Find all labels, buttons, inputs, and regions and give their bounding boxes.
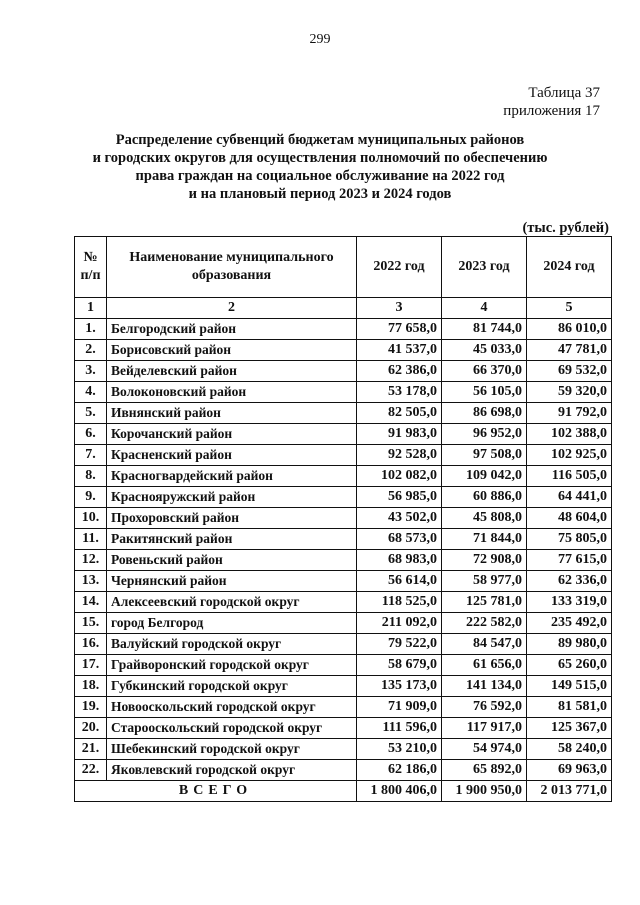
municipality-name: Корочанский район (107, 424, 357, 445)
total-2023: 1 900 950,0 (442, 781, 527, 802)
municipality-name: Ивнянский район (107, 403, 357, 424)
municipality-name: Губкинский городской округ (107, 676, 357, 697)
value-2023: 54 974,0 (442, 739, 527, 760)
row-number: 10. (75, 508, 107, 529)
value-2024: 133 319,0 (527, 592, 612, 613)
row-number: 4. (75, 382, 107, 403)
row-number: 15. (75, 613, 107, 634)
value-2022: 68 573,0 (357, 529, 442, 550)
municipality-name: Красногвардейский район (107, 466, 357, 487)
table-row (75, 361, 612, 382)
value-2024: 65 260,0 (527, 655, 612, 676)
value-2024: 62 336,0 (527, 571, 612, 592)
column-number: 5 (527, 298, 612, 319)
municipality-name: Яковлевский городской округ (107, 760, 357, 781)
value-2024: 125 367,0 (527, 718, 612, 739)
value-2022: 43 502,0 (357, 508, 442, 529)
value-2022: 62 186,0 (357, 760, 442, 781)
value-2024: 235 492,0 (527, 613, 612, 634)
value-2022: 56 614,0 (357, 571, 442, 592)
row-number: 8. (75, 466, 107, 487)
value-2023: 60 886,0 (442, 487, 527, 508)
municipality-name: Ракитянский район (107, 529, 357, 550)
total-2024: 2 013 771,0 (527, 781, 612, 802)
table-row (75, 466, 612, 487)
row-number: 2. (75, 340, 107, 361)
value-2023: 96 952,0 (442, 424, 527, 445)
value-2022: 53 210,0 (357, 739, 442, 760)
value-2023: 81 744,0 (442, 319, 527, 340)
value-2023: 61 656,0 (442, 655, 527, 676)
value-2022: 82 505,0 (357, 403, 442, 424)
row-number: 16. (75, 634, 107, 655)
value-2024: 48 604,0 (527, 508, 612, 529)
header-2022: 2022 год (357, 237, 442, 298)
row-number: 14. (75, 592, 107, 613)
value-2024: 102 388,0 (527, 424, 612, 445)
table-reference-line-1: Таблица 37 (528, 85, 600, 101)
value-2022: 92 528,0 (357, 445, 442, 466)
table-row (75, 571, 612, 592)
value-2024: 89 980,0 (527, 634, 612, 655)
row-number: 7. (75, 445, 107, 466)
row-number: 21. (75, 739, 107, 760)
total-label: ВСЕГО (75, 781, 357, 802)
value-2024: 116 505,0 (527, 466, 612, 487)
value-2024: 59 320,0 (527, 382, 612, 403)
municipality-name: Шебекинский городской округ (107, 739, 357, 760)
table-row (75, 319, 612, 340)
value-2024: 75 805,0 (527, 529, 612, 550)
value-2022: 211 092,0 (357, 613, 442, 634)
table-row (75, 508, 612, 529)
value-2022: 111 596,0 (357, 718, 442, 739)
table-body (75, 319, 612, 781)
value-2023: 97 508,0 (442, 445, 527, 466)
table-row (75, 340, 612, 361)
table-row (75, 760, 612, 781)
municipality-name: Ровеньский район (107, 550, 357, 571)
table-row (75, 739, 612, 760)
municipality-name: Волоконовский район (107, 382, 357, 403)
value-2022: 79 522,0 (357, 634, 442, 655)
value-2023: 117 917,0 (442, 718, 527, 739)
value-2023: 65 892,0 (442, 760, 527, 781)
municipality-name: Грайворонский городской округ (107, 655, 357, 676)
header-2023: 2023 год (442, 237, 527, 298)
table-row (75, 676, 612, 697)
value-2022: 41 537,0 (357, 340, 442, 361)
value-2022: 118 525,0 (357, 592, 442, 613)
column-number: 4 (442, 298, 527, 319)
row-number: 11. (75, 529, 107, 550)
value-2023: 45 033,0 (442, 340, 527, 361)
value-2023: 125 781,0 (442, 592, 527, 613)
municipality-name: Прохоровский район (107, 508, 357, 529)
table-row (75, 445, 612, 466)
value-2024: 86 010,0 (527, 319, 612, 340)
municipality-name: Борисовский район (107, 340, 357, 361)
row-number: 5. (75, 403, 107, 424)
municipality-name: Алексеевский городской округ (107, 592, 357, 613)
municipality-name: город Белгород (107, 613, 357, 634)
value-2022: 135 173,0 (357, 676, 442, 697)
document-title-line-2: и городских округов для осуществления полномочий по обеспечению (92, 150, 548, 166)
table-row (75, 424, 612, 445)
municipality-name: Белгородский район (107, 319, 357, 340)
table-reference (503, 84, 600, 120)
value-2024: 91 792,0 (527, 403, 612, 424)
value-2022: 62 386,0 (357, 361, 442, 382)
table-row (75, 655, 612, 676)
row-number: 12. (75, 550, 107, 571)
value-2023: 84 547,0 (442, 634, 527, 655)
value-2024: 149 515,0 (527, 676, 612, 697)
table-reference-line-2: приложения 17 (503, 103, 600, 119)
row-number: 20. (75, 718, 107, 739)
column-number: 2 (107, 298, 357, 319)
municipality-name: Чернянский район (107, 571, 357, 592)
row-number: 19. (75, 697, 107, 718)
row-number: 1. (75, 319, 107, 340)
municipality-name: Красненский район (107, 445, 357, 466)
value-2022: 91 983,0 (357, 424, 442, 445)
total-2022: 1 800 406,0 (357, 781, 442, 802)
value-2023: 72 908,0 (442, 550, 527, 571)
municipality-name: Новооскольский городской округ (107, 697, 357, 718)
value-2024: 102 925,0 (527, 445, 612, 466)
table-row (75, 550, 612, 571)
municipality-name: Старооскольский городской округ (107, 718, 357, 739)
value-2024: 64 441,0 (527, 487, 612, 508)
row-number: 6. (75, 424, 107, 445)
value-2024: 81 581,0 (527, 697, 612, 718)
document-title-line-3: права граждан на социальное обслуживание на 2022 год (135, 168, 505, 184)
table-row (75, 403, 612, 424)
document-title-line-1: Распределение субвенций бюджетам муниципальных районов (115, 132, 525, 148)
table-row (75, 718, 612, 739)
table-row (75, 529, 612, 550)
value-2024: 77 615,0 (527, 550, 612, 571)
value-2023: 76 592,0 (442, 697, 527, 718)
value-2023: 66 370,0 (442, 361, 527, 382)
total-row (75, 781, 612, 802)
municipality-name: Вейделевский район (107, 361, 357, 382)
value-2024: 69 963,0 (527, 760, 612, 781)
subvention-table (74, 236, 612, 802)
row-number: 3. (75, 361, 107, 382)
value-2022: 56 985,0 (357, 487, 442, 508)
value-2022: 77 658,0 (357, 319, 442, 340)
row-number: 18. (75, 676, 107, 697)
table-row (75, 382, 612, 403)
table-row (75, 634, 612, 655)
row-number: 13. (75, 571, 107, 592)
value-2022: 58 679,0 (357, 655, 442, 676)
units-label: (тыс. рублей) (522, 220, 609, 236)
value-2022: 71 909,0 (357, 697, 442, 718)
value-2022: 102 082,0 (357, 466, 442, 487)
value-2023: 71 844,0 (442, 529, 527, 550)
column-number: 1 (75, 298, 107, 319)
value-2023: 222 582,0 (442, 613, 527, 634)
table-row (75, 697, 612, 718)
municipality-name: Краснояружский район (107, 487, 357, 508)
value-2024: 69 532,0 (527, 361, 612, 382)
table-row (75, 613, 612, 634)
table-row (75, 592, 612, 613)
value-2023: 56 105,0 (442, 382, 527, 403)
header-name: Наименование муниципального образования (107, 237, 357, 298)
column-number: 3 (357, 298, 442, 319)
page-number: 299 (309, 32, 331, 47)
value-2023: 109 042,0 (442, 466, 527, 487)
row-number: 22. (75, 760, 107, 781)
value-2022: 68 983,0 (357, 550, 442, 571)
value-2022: 53 178,0 (357, 382, 442, 403)
value-2024: 58 240,0 (527, 739, 612, 760)
row-number: 17. (75, 655, 107, 676)
value-2023: 86 698,0 (442, 403, 527, 424)
row-number: 9. (75, 487, 107, 508)
table-header-row (75, 237, 612, 298)
value-2023: 141 134,0 (442, 676, 527, 697)
value-2024: 47 781,0 (527, 340, 612, 361)
header-2024: 2024 год (527, 237, 612, 298)
municipality-name: Валуйский городской округ (107, 634, 357, 655)
table-row (75, 487, 612, 508)
header-num: № п/п (75, 237, 107, 298)
column-number-row (75, 298, 612, 319)
document-title (0, 131, 640, 203)
value-2023: 45 808,0 (442, 508, 527, 529)
value-2023: 58 977,0 (442, 571, 527, 592)
document-title-line-4: и на плановый период 2023 и 2024 годов (188, 186, 452, 202)
